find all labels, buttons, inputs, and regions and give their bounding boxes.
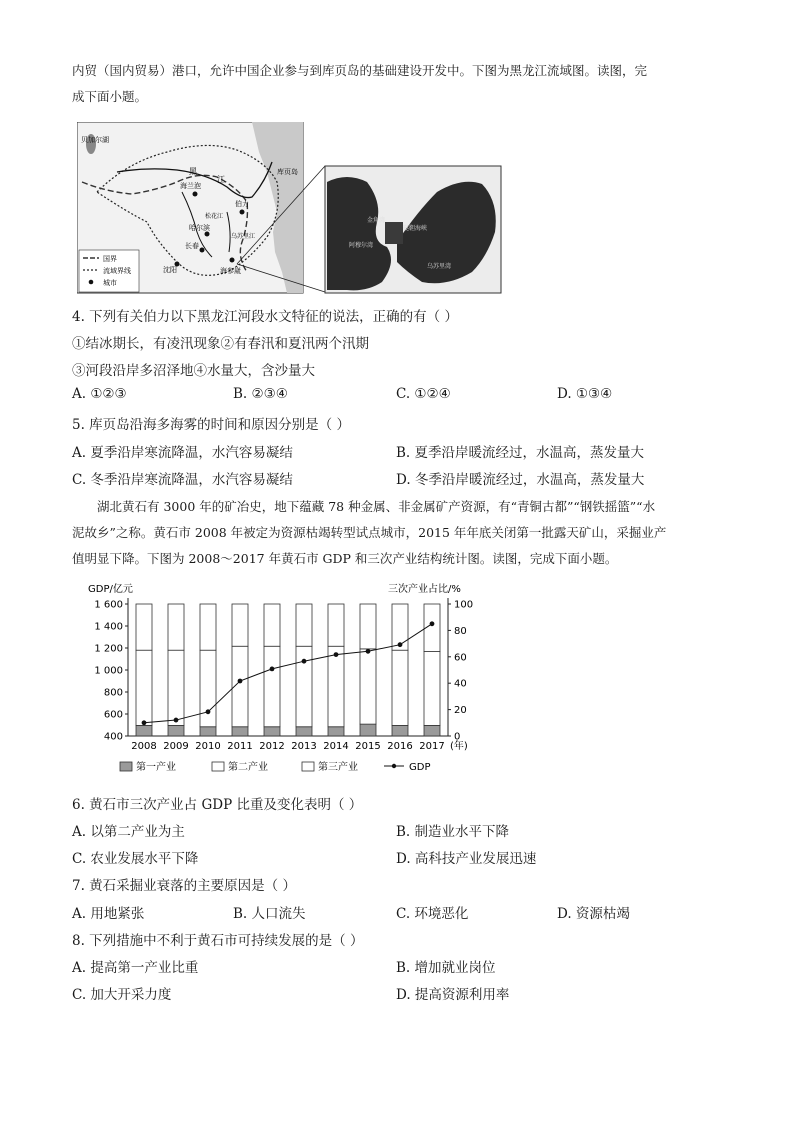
legend-swatch-primary: [120, 762, 132, 771]
q6-option-d[interactable]: D. 高科技产业发展迅速: [396, 851, 537, 867]
gdp-point-2013: [302, 659, 307, 664]
bar-第二产业-2014: [328, 646, 344, 727]
q8-option-a[interactable]: A. 提高第一产业比重: [72, 960, 199, 976]
left-tick-label: 800: [103, 687, 123, 699]
inset-label-strait: 鞑靼海峡: [403, 225, 428, 232]
intro2-line3: 值明显下降。下图为 2008～2017 年黄石市 GDP 和三次产业结构统计图。读图，完成下面小题。: [72, 551, 618, 566]
left-tick-label: 400: [103, 731, 123, 743]
label-heilong: 黑: [189, 167, 197, 176]
label-harbin: 哈尔滨: [189, 224, 210, 232]
gdp-point-2010: [206, 709, 211, 714]
left-tick-label: 600: [103, 709, 123, 721]
q7-stem: 7. 黄石采掘业衰落的主要原因是（ ）: [72, 878, 296, 894]
right-tick-label: 20: [454, 705, 467, 717]
bar-第二产业-2015: [360, 649, 376, 724]
q8-option-b[interactable]: B. 增加就业岗位: [396, 960, 496, 976]
intro2-line1: 湖北黄石有 3000 年的矿冶史，地下蕴藏 78 种金属、非金属矿产资源，有“青铜古都”“钢铁摇篮”“水: [97, 499, 656, 514]
gdp-point-2012: [270, 667, 275, 672]
x-tick-label: 2014: [323, 741, 349, 752]
label-wusuli: 乌苏里江: [231, 233, 256, 240]
right-tick-label: 100: [454, 599, 474, 611]
q5-option-c[interactable]: C. 冬季沿岸寒流降温，水汽容易凝结: [72, 472, 293, 488]
left-tick-label: 1 200: [94, 643, 123, 655]
bar-第三产业-2008: [136, 604, 152, 650]
inset-label-east: 乌苏里湾: [427, 263, 452, 270]
q5-option-a[interactable]: A. 夏季沿岸寒流降温，水汽容易凝结: [72, 445, 293, 461]
q7-option-d[interactable]: D. 资源枯竭: [557, 906, 630, 922]
intro2-line2: 泥故乡”之称。黄石市 2008 年被定为资源枯竭转型试点城市，2015 年年底关闭第一批露天矿山，采掘业产: [72, 525, 667, 540]
gdp-point-2015: [366, 649, 371, 654]
gdp-industry-chart: [78, 578, 488, 782]
q4-statement-2: ③河段沿岸多沼泽地④水量大，含沙量大: [72, 363, 315, 379]
bar-第一产业-2012: [264, 727, 280, 736]
bar-第三产业-2013: [296, 604, 312, 646]
left-axis-title: GDP/亿元: [88, 584, 133, 595]
x-unit-label: (年): [450, 741, 468, 752]
q4-statement-1: ①结冰期长，有凌汛现象②有春汛和夏汛两个汛期: [72, 336, 369, 352]
gdp-point-2017: [430, 621, 435, 626]
label-baikal: 贝加尔湖: [81, 136, 109, 144]
q4-option-d[interactable]: D. ①③④: [557, 386, 613, 402]
q4-option-c[interactable]: C. ①②④: [396, 386, 451, 402]
inset-label-bay: 金角湾: [367, 217, 386, 224]
intro-paragraph-1: [72, 58, 722, 110]
x-tick-label: 2011: [227, 741, 253, 752]
legend-basin: 流域界线: [103, 267, 131, 275]
bar-第二产业-2010: [200, 650, 216, 727]
right-axis-title: 三次产业占比/%: [388, 584, 461, 595]
right-tick-label: 60: [454, 652, 467, 664]
legend-secondary: 第二产业: [228, 762, 268, 773]
gdp-point-2016: [398, 642, 403, 647]
label-shenyang: 沈阳: [163, 266, 177, 274]
bar-第二产业-2016: [392, 650, 408, 725]
city-bolic: [240, 210, 245, 215]
legend-gdp-dot: [392, 764, 396, 768]
q4-stem: 4. 下列有关伯力以下黑龙江河段水文特征的说法，正确的有（ ）: [72, 309, 458, 325]
legend-border: 国界: [103, 255, 117, 263]
x-tick-label: 2015: [355, 741, 381, 752]
label-bolic: 伯力: [235, 200, 249, 208]
bar-第三产业-2012: [264, 604, 280, 646]
x-tick-label: 2008: [131, 741, 157, 752]
q6-stem: 6. 黄石市三次产业占 GDP 比重及变化表明（ ）: [72, 797, 363, 813]
bar-第一产业-2011: [232, 727, 248, 736]
gdp-point-2009: [174, 718, 179, 723]
q8-option-c[interactable]: C. 加大开采力度: [72, 987, 172, 1003]
q7-option-c[interactable]: C. 环境恶化: [396, 906, 469, 922]
q6-option-c[interactable]: C. 农业发展水平下降: [72, 851, 199, 867]
gdp-line: [144, 624, 432, 723]
q5-option-d[interactable]: D. 冬季沿岸暖流经过，水温高，蒸发量大: [396, 472, 645, 488]
gdp-point-2014: [334, 652, 339, 657]
label-songhua: 松花江: [205, 213, 224, 220]
right-tick-label: 40: [454, 678, 467, 690]
gdp-point-2008: [142, 720, 147, 725]
legend-swatch-secondary: [212, 762, 224, 771]
legend-primary: 第一产业: [136, 762, 176, 773]
x-tick-label: 2012: [259, 741, 285, 752]
legend-city: 城市: [103, 279, 117, 287]
inset-label-cape: 阿穆尔湾: [349, 242, 374, 249]
legend-tertiary: 第三产业: [318, 762, 358, 773]
bar-第三产业-2010: [200, 604, 216, 650]
legend-swatch-tertiary: [302, 762, 314, 771]
q8-option-d[interactable]: D. 提高资源利用率: [396, 987, 510, 1003]
bar-第一产业-2015: [360, 724, 376, 736]
q5-option-b[interactable]: B. 夏季沿岸暖流经过，水温高，蒸发量大: [396, 445, 645, 461]
intro-paragraph-2: [72, 494, 722, 572]
bar-第一产业-2013: [296, 727, 312, 736]
bar-第二产业-2008: [136, 650, 152, 725]
left-tick-label: 1 400: [94, 621, 123, 633]
q4-option-b[interactable]: B. ②③④: [233, 386, 288, 402]
city-hailar: [193, 192, 198, 197]
city-vladivostok: [230, 258, 235, 263]
city-harbin: [205, 232, 210, 237]
legend-gdp: GDP: [409, 762, 431, 773]
right-tick-label: 80: [454, 625, 467, 637]
x-tick-label: 2017: [419, 741, 445, 752]
bar-第一产业-2008: [136, 725, 152, 736]
left-tick-label: 1 600: [94, 599, 123, 611]
q5-stem: 5. 库页岛沿海多海雾的时间和原因分别是（ ）: [72, 417, 350, 433]
bar-第一产业-2014: [328, 727, 344, 736]
bar-第二产业-2013: [296, 646, 312, 727]
q6-option-b[interactable]: B. 制造业水平下降: [396, 824, 510, 840]
label-kuye: 库页岛: [277, 168, 298, 176]
x-tick-label: 2013: [291, 741, 317, 752]
x-tick-label: 2016: [387, 741, 413, 752]
q8-stem: 8. 下列措施中不利于黄石市可持续发展的是（ ）: [72, 933, 364, 949]
intro1-line1: 内贸（国内贸易）港口，允许中国企业参与到库页岛的基础建设开发中。下图为黑龙江流域图。读图，完: [72, 63, 648, 78]
label-jiang: 江: [217, 175, 225, 184]
city-changchun: [200, 248, 205, 253]
right-tick-label: 0: [454, 731, 461, 743]
bar-第一产业-2017: [424, 725, 440, 736]
gdp-point-2011: [238, 679, 243, 684]
bar-第二产业-2009: [168, 650, 184, 725]
q7-option-a[interactable]: A. 用地紧张: [72, 906, 145, 922]
left-tick-label: 1 000: [94, 665, 123, 677]
label-hailar: 海兰泡: [180, 182, 201, 190]
x-tick-label: 2009: [163, 741, 189, 752]
label-changchun: 长春: [185, 242, 199, 250]
bar-第三产业-2009: [168, 604, 184, 650]
bar-第三产业-2011: [232, 604, 248, 646]
bar-第一产业-2009: [168, 725, 184, 736]
q6-option-a[interactable]: A. 以第二产业为主: [72, 824, 185, 840]
intro1-line2: 成下面小题。: [72, 89, 148, 104]
bar-第一产业-2010: [200, 727, 216, 736]
bar-第二产业-2017: [424, 652, 440, 726]
bar-第三产业-2015: [360, 604, 376, 649]
q4-option-a[interactable]: A. ①②③: [72, 386, 127, 402]
x-tick-label: 2010: [195, 741, 221, 752]
label-vladivostok: 海参崴: [220, 267, 241, 275]
heilongjiang-basin-map: [77, 122, 502, 294]
q7-option-b[interactable]: B. 人口流失: [233, 906, 306, 922]
bar-第一产业-2016: [392, 725, 408, 736]
bar-第二产业-2012: [264, 646, 280, 727]
bar-第三产业-2014: [328, 604, 344, 646]
